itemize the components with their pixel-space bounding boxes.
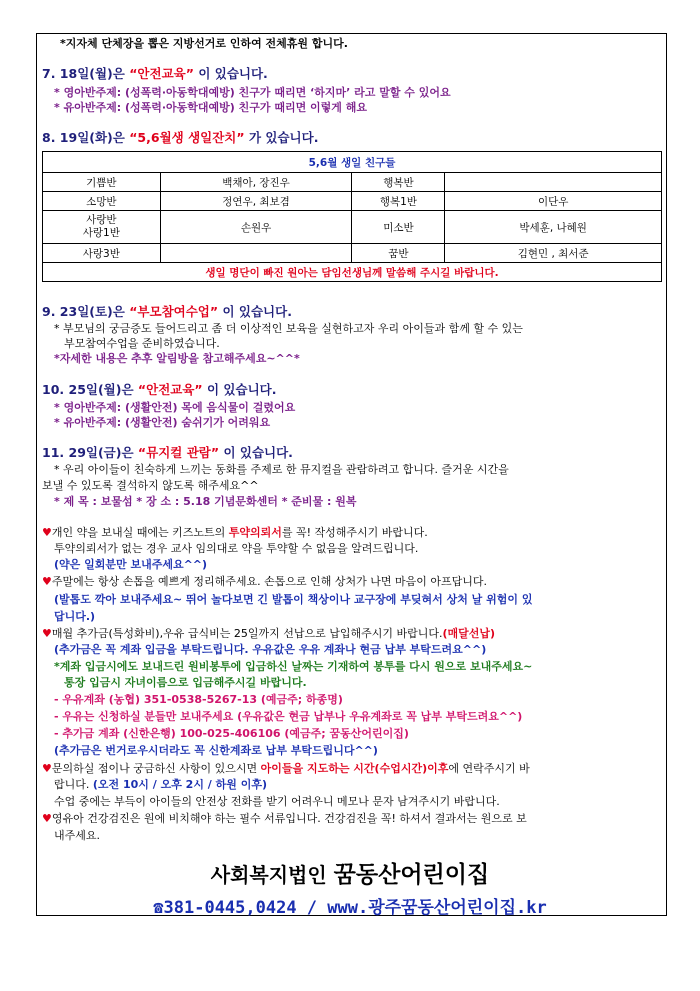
table-cell: 미소반	[352, 211, 445, 244]
birthday-table-title: 5,6월 생일 친구들	[43, 152, 662, 173]
org-name	[0, 856, 700, 889]
section-10-event: “안전교육”	[137, 382, 203, 397]
notice-fees-6: - 우유는 신청하실 분들만 보내주세요 (우유값은 현금 납부나 우유계좌로 꼭 납부 부탁드려요^^)	[54, 710, 523, 723]
notice-text: 랍니다.	[54, 778, 93, 791]
notice-fees-7: - 추가금 계좌 (신한은행) 100-025-406106 (예금주; 꿈동산어린이집)	[54, 727, 409, 740]
section-7-line2: * 유아반주제: (성폭력·아동학대예방) 친구가 때리면 이렇게 해요	[54, 101, 368, 114]
notice-medicine-2: 투약의뢰서가 없는 경우 교사 임의대로 약을 투약할 수 없음을 알려드립니다.	[54, 542, 419, 555]
table-cell: 백채아, 장진우	[160, 173, 352, 192]
section-10-line2: * 유아반주제: (생활안전) 숨쉬기가 어려워요	[54, 416, 271, 429]
notice-fees	[42, 627, 495, 641]
section-10-line1: * 영아반주제: (생활안전) 목에 음식물이 걸렸어요	[54, 401, 296, 414]
section-7-date: 7. 18일(월)은	[42, 66, 125, 81]
notice-text: 에 연락주시기 바	[448, 762, 530, 775]
notice-fees-3: *계좌 입금시에도 보내드린 원비봉투에 입금하신 날짜는 기재하여 봉투를 다시 원으로 보내주세요~	[54, 660, 533, 673]
section-11-line2: 보낼 수 있도록 결석하지 않도록 해주세요^^	[42, 479, 259, 492]
section-11-line1: * 우리 아이들이 친숙하게 느끼는 동화를 주제로 한 뮤지컬을 관람하려고 합니다. 즐거운 시간을	[54, 463, 509, 476]
notice-nails	[42, 575, 487, 589]
heart-icon: ♥	[42, 526, 52, 539]
heart-icon: ♥	[42, 627, 52, 640]
table-cell: 사랑반 사랑1반	[43, 211, 161, 244]
section-11-tail: 이 있습니다.	[223, 445, 293, 460]
notice-fees-2: (추가금은 꼭 계좌 입금을 부탁드립니다. 우유값은 우유 계좌나 현금 납부 부탁드려요^^)	[54, 643, 487, 656]
section-7-heading	[42, 67, 268, 81]
notice-nails-3: 답니다.)	[54, 610, 96, 623]
birthday-table	[42, 151, 662, 282]
section-9-line3: *자세한 내용은 추후 알림방을 참고해주세요~^^*	[54, 352, 300, 365]
notice-contact-3: 수업 중에는 부득이 아이들의 안전상 전화를 받기 어려우니 메모나 문자 남겨주시기 바랍니다.	[54, 795, 500, 808]
table-cell: 이단우	[445, 192, 662, 211]
section-11-line3: * 제 목 : 보물섬 * 장 소 : 5.18 기념문화센터 * 준비물 : 원복	[54, 495, 357, 508]
notice-fees-8: (추가금은 번거로우시더라도 꼭 신한계좌로 납부 부탁드립니다^^)	[54, 744, 378, 757]
notice-text: 를 꼭! 작성해주시기 바랍니다.	[281, 526, 428, 539]
notice-text: 매월 추가금(특성화비),우유 급식비는 25일까지 선납으로 납입해주시기 바랍니다.	[51, 627, 443, 640]
section-11-heading	[42, 446, 293, 460]
table-cell: 김현민 , 최서준	[445, 244, 662, 263]
table-cell: 기쁨반	[43, 173, 161, 192]
phone-icon: ☎	[153, 898, 164, 918]
section-11-date: 11. 29일(금)은	[42, 445, 134, 460]
notice-medicine-3: (약은 일회분만 보내주세요^^)	[54, 558, 208, 571]
section-8-event: “5,6월생 생일잔치”	[129, 130, 245, 145]
table-cell: 정연우, 최보겸	[160, 192, 352, 211]
table-cell: 박세훈, 나혜원	[445, 211, 662, 244]
notice-highlight: (오전 10시 / 오후 2시 / 하원 이후)	[92, 778, 267, 791]
table-row	[43, 211, 662, 244]
notice-contact	[42, 762, 530, 776]
table-row	[43, 173, 662, 192]
org-title: 꿈동산어린이집	[333, 862, 490, 888]
notice-highlight: 아이들을 지도하는 시간(수업시간)이후	[260, 762, 449, 775]
contact-line	[0, 893, 700, 918]
table-cell: 소망반	[43, 192, 161, 211]
notice-highlight: 투약의뢰서	[228, 526, 282, 539]
table-cell: 사랑3반	[43, 244, 161, 263]
notice-fees-4: 통장 입금시 자녀이름으로 입금해주시길 바랍니다.	[64, 676, 307, 689]
closure-notice: *지자체 단체장을 뽑은 지방선거로 인하여 전체휴원 합니다.	[60, 37, 348, 50]
section-11-event: “뮤지컬 관람”	[137, 445, 220, 460]
section-9-heading	[42, 305, 292, 319]
section-9-line2: 부모참여수업을 준비하였습니다.	[64, 337, 220, 350]
notice-text: 개인 약을 보내실 때에는 키즈노트의	[51, 526, 229, 539]
notice-text: 문의하실 점이나 궁금하신 사항이 있으시면	[51, 762, 261, 775]
table-cell: 행복반	[352, 173, 445, 192]
section-9-line1: * 부모님의 궁금증도 들어드리고 좀 더 이상적인 보육을 실현하고자 우리 아이들과 함께 할 수 있는	[54, 322, 523, 335]
table-row	[43, 244, 662, 263]
birthday-table-note: 생일 명단이 빠진 원아는 담임선생님께 말씀해 주시길 바랍니다.	[43, 263, 662, 282]
section-7-event: “안전교육”	[129, 66, 194, 81]
heart-icon: ♥	[42, 575, 52, 588]
section-10-heading	[42, 383, 276, 397]
table-cell: 꿈반	[352, 244, 445, 263]
section-7-tail: 이 있습니다.	[198, 66, 268, 81]
table-cell: 손원우	[160, 211, 352, 244]
notice-health	[42, 812, 527, 826]
table-cell: 행복1반	[352, 192, 445, 211]
notice-highlight: (매달선납)	[442, 627, 496, 640]
notice-text: 영유아 건강검진은 원에 비치해야 하는 필수 서류입니다. 건강검진을 꼭! 하셔서 결과서는 원으로 보	[51, 812, 527, 825]
table-cell	[445, 173, 662, 192]
section-8-heading	[42, 131, 318, 145]
notice-text: 주말에는 항상 손톱을 예쁘게 정리해주세요. 손톱으로 인해 상처가 나면 마음이 아프답니다.	[51, 575, 487, 588]
heart-icon: ♥	[42, 812, 52, 825]
section-8-tail: 가 있습니다.	[248, 130, 319, 145]
section-9-date: 9. 23일(토)은	[42, 304, 125, 319]
section-8-date: 8. 19일(화)은	[42, 130, 125, 145]
table-row	[43, 192, 662, 211]
table-cell	[160, 244, 352, 263]
notice-medicine	[42, 526, 428, 540]
section-9-tail: 이 있습니다.	[222, 304, 292, 319]
notice-nails-2: (발톱도 깍아 보내주세요~ 뛰어 놀다보면 긴 발톱이 책상이나 교구장에 부딪혀서 상처 날 위험이 있	[54, 593, 533, 606]
org-prefix: 사회복지법인	[210, 863, 334, 887]
website-link[interactable]: 381-0445,0424 / www.광주꿈동산어린이집.kr	[163, 898, 547, 918]
notice-contact-2	[54, 778, 267, 792]
section-7-line1: * 영아반주제: (성폭력·아동학대예방) 친구가 때리면 ‘하지마’ 라고 말할 수 있어요	[54, 86, 451, 99]
section-10-date: 10. 25일(월)은	[42, 382, 134, 397]
heart-icon: ♥	[42, 762, 52, 775]
notice-fees-5: - 우유계좌 (농협) 351-0538-5267-13 (예금주; 하종명)	[54, 693, 343, 706]
notice-health-2: 내주세요.	[54, 829, 101, 842]
section-10-tail: 이 있습니다.	[207, 382, 277, 397]
section-9-event: “부모참여수업”	[129, 304, 219, 319]
